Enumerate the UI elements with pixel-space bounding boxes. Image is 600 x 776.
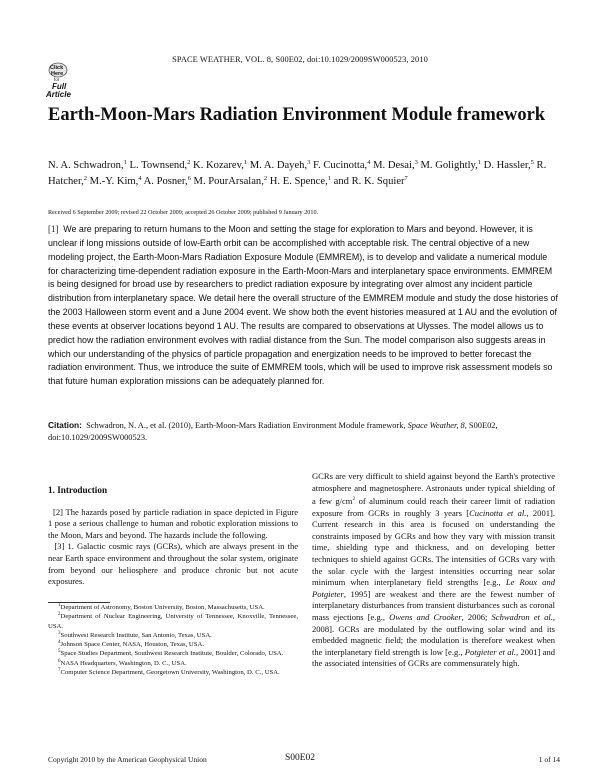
footnote-mark: 1 bbox=[58, 603, 61, 608]
footnote-text: Department of Astronomy, Boston University, Boston, Massachusetts, USA. bbox=[60, 604, 265, 611]
footnote-item bbox=[48, 659, 298, 668]
footnote-mark: 6 bbox=[58, 658, 61, 664]
author-name: M.-Y. Kim, bbox=[87, 175, 139, 187]
badge-line-5: Article bbox=[46, 90, 71, 99]
author-affiliation-mark: 1 bbox=[123, 159, 127, 166]
author-affiliation-mark: 6 bbox=[187, 174, 191, 182]
author-affiliation-mark: 4 bbox=[367, 159, 371, 166]
author-affiliation-mark: 7 bbox=[404, 174, 408, 182]
paragraph-2-num: [2] bbox=[53, 506, 63, 517]
footer-copyright: Copyright 2010 by the American Geophysical Union bbox=[48, 755, 207, 764]
right-text-7: , 2001] and the associated intensities of GCRs are commensurately high. bbox=[312, 646, 555, 669]
footnote-text: Computer Science Department, Georgetown University, Washington, D. C., USA. bbox=[60, 669, 280, 677]
footnote-item bbox=[48, 603, 298, 612]
right-text-4: , 1995] are weakest and there are the fewest number of interplanetary disturbances from transient disturbances such as coronal mass ejections [e.g., bbox=[312, 588, 555, 622]
author-affiliation-mark: 4 bbox=[138, 174, 142, 182]
unit-superscript: 2 bbox=[352, 496, 356, 503]
author-name: M. Desai, bbox=[370, 160, 415, 171]
footnote-item bbox=[48, 631, 298, 640]
right-text-3: , 2001]. Current research in this area is focused on understanding the constraints imposed by GCRs and how they vary with mission transit time, shielding type and thickness, and on developing better techniques to shield against GCRs. The intensities of GCRs vary with the solar cycle with the largest intensities occurring near solar minimum when interplanetary field strengths [e.g., bbox=[312, 507, 555, 588]
footnote-item bbox=[48, 612, 298, 631]
footnote-text: Southwest Research Institute, San Antonio, Texas, USA. bbox=[60, 631, 212, 639]
right-column bbox=[312, 471, 555, 670]
author-name: D. Hassler, bbox=[481, 160, 531, 171]
paragraph-2-text: The hazards posed by particle radiation in space depicted in Figure 1 pose a serious challenge to human and robotic exploration missions to the Moon, Mars and beyond. The hazards include the following. bbox=[48, 506, 298, 540]
author-name: F. Cucinotta, bbox=[310, 160, 368, 171]
author-affiliation-mark: 1 bbox=[327, 174, 331, 182]
section-heading: 1. Introduction bbox=[48, 485, 108, 495]
full-article-badge[interactable] bbox=[40, 60, 88, 104]
received-dates: Received 6 September 2009; revised 22 October 2009; accepted 26 October 2009; published 9 January 2010. bbox=[48, 209, 319, 216]
right-text-1: GCRs are very difficult to shield against beyond the Earth's protective atmosphere and magnetosphere. Astronauts under typical shielding of a few g/cm bbox=[312, 471, 555, 507]
author-affiliation-mark: 2 bbox=[187, 159, 191, 166]
reference-link[interactable]: Potgieter et al. bbox=[464, 646, 517, 657]
reference-link[interactable]: Owens and Crooker bbox=[389, 611, 462, 622]
author-name: M. A. Dayeh, bbox=[247, 160, 308, 171]
author-affiliation-mark: 5 bbox=[530, 159, 534, 166]
citation-doi: S00E02, doi:10.1029/2009SW000523. bbox=[48, 421, 498, 442]
footnote-text: Space Studies Department, Southwest Research Institute, Boulder, Colorado, USA. bbox=[60, 650, 284, 658]
paragraph-3-num: [3] bbox=[54, 541, 65, 552]
author-name: N. A. Schwadron, bbox=[48, 160, 124, 171]
footnote-item bbox=[48, 649, 298, 658]
author-name: A. Posner, bbox=[141, 175, 188, 187]
full-article-icon bbox=[40, 60, 88, 104]
badge-line-3: for bbox=[54, 77, 60, 82]
paragraph-2 bbox=[48, 507, 298, 542]
reference-link[interactable]: Cucinotta et al. bbox=[469, 507, 527, 518]
badge-line-1: Click bbox=[50, 65, 64, 71]
author-list bbox=[48, 158, 568, 189]
citation bbox=[48, 419, 558, 444]
abstract-para-num: [1] bbox=[48, 224, 59, 234]
author-name: R. Hatcher, bbox=[48, 160, 547, 187]
citation-label: Citation: bbox=[48, 420, 82, 430]
author-name: M. Golightly, bbox=[417, 160, 478, 171]
author-name: and R. K. Squier bbox=[330, 175, 405, 187]
author-affiliation-mark: 2 bbox=[83, 174, 87, 182]
footer-page-number: 1 of 14 bbox=[538, 755, 560, 764]
footnote-mark: 7 bbox=[58, 668, 61, 674]
footnote-text: NASA Headquarters, Washington, D. C., USA. bbox=[60, 659, 187, 667]
citation-journal: Space Weather, 8, bbox=[407, 421, 467, 430]
paragraph-3-text: 1. Galactic cosmic rays (GCRs), which are always present in the near Earth space environment and throughout the solar system, originate from beyond our heliosphere and produce chronic but not acute exposures. bbox=[48, 541, 299, 587]
footnote-text: Johnson Space Center, NASA, Houston, Texas, USA. bbox=[60, 641, 204, 649]
footnote-mark: 5 bbox=[58, 649, 61, 655]
right-text-2: of aluminum could reach their career limit of radiation exposure from GCRs in roughly 3 years [ bbox=[312, 496, 556, 518]
author-affiliation-mark: 2 bbox=[263, 174, 268, 182]
author-affiliation-mark: 1 bbox=[243, 159, 248, 166]
left-column bbox=[48, 485, 298, 588]
abstract-text: We are preparing to return humans to the Moon and setting the stage for exploration to Mars and beyond. However, it is unclear if long missions outside of low-Earth orbit can be accomplished with acceptable risk. The central objective of a new modeling project, the Earth-Moon-Mars Radiation Exposure Module (EMMREM), is to develop and validate a numerical module for characterizing time-dependent radiation exposure in the Earth-Moon-Mars and interplanetary space environments. EMMREM is being designed for broad use by researchers to predict radiation exposure by integrating over almost any incident particle distribution from interplanetary space. We detail here the overall structure of the EMMREM module and study the dose histories of the 2003 Halloween storm event and a June 2004 event. We show both the event histories measured at 1 AU and the evolution of these events at observer locations beyond 1 AU. The results are compared to observations at Ulysses. The model allows us to predict how the radiation environment evolves with radial distance from the Sun. The model comparison also suggests areas in which our understanding of the physics of particle propagation and energization needs to be improved to better forecast the radiation environment. Thus, we introduce the suite of EMMREM tools, which will be used to improve risk assessment models so that future human exploration missions can be adequately planned for. bbox=[48, 224, 558, 387]
abstract bbox=[48, 223, 558, 389]
author-affiliation-mark: 1 bbox=[477, 159, 482, 166]
reference-link[interactable]: Le Roux and Potgieter bbox=[312, 577, 555, 599]
journal-header: SPACE WEATHER, VOL. 8, S00E02, doi:10.1029/2009SW000523, 2010 bbox=[172, 55, 428, 64]
footer-article-id: S00E02 bbox=[284, 753, 316, 763]
right-text-6: , 2008]. GCRs are modulated by the outflowing solar wind and its embedded magnetic field; the modulation is therefore weakest when the interplanetary field strength is low [e.g., bbox=[312, 611, 555, 657]
footnote-mark: 4 bbox=[58, 640, 61, 646]
citation-text: Schwadron, N. A., et al. (2010), Earth-Moon-Mars Radiation Environment Module framework, bbox=[86, 421, 406, 430]
footnote-text: Department of Nuclear Engineering, University of Tennessee, Knoxville, Tennessee, USA. bbox=[48, 613, 298, 630]
badge-line-4: Full bbox=[52, 82, 67, 91]
article-title: Earth-Moon-Mars Radiation Environment Module framework bbox=[48, 105, 546, 125]
footnote-item bbox=[48, 640, 298, 649]
paragraph-3 bbox=[48, 541, 298, 587]
author-name: K. Kozarev, bbox=[190, 160, 244, 171]
affiliation-footnotes bbox=[48, 603, 298, 677]
author-name: L. Townsend, bbox=[126, 160, 188, 171]
author-name: M. PourArsalan, bbox=[190, 175, 264, 187]
author-affiliation-mark: 3 bbox=[307, 159, 311, 166]
right-text-5: , 2006; bbox=[461, 611, 492, 622]
footnote-mark: 3 bbox=[58, 630, 61, 636]
footnote-mark: 2 bbox=[58, 612, 61, 618]
badge-line-2: Here bbox=[51, 71, 64, 77]
reference-link[interactable]: Schwadron et al. bbox=[491, 611, 553, 622]
footnote-item bbox=[48, 668, 298, 677]
author-affiliation-mark: 3 bbox=[414, 159, 418, 166]
author-name: H. E. Spence, bbox=[267, 175, 328, 187]
